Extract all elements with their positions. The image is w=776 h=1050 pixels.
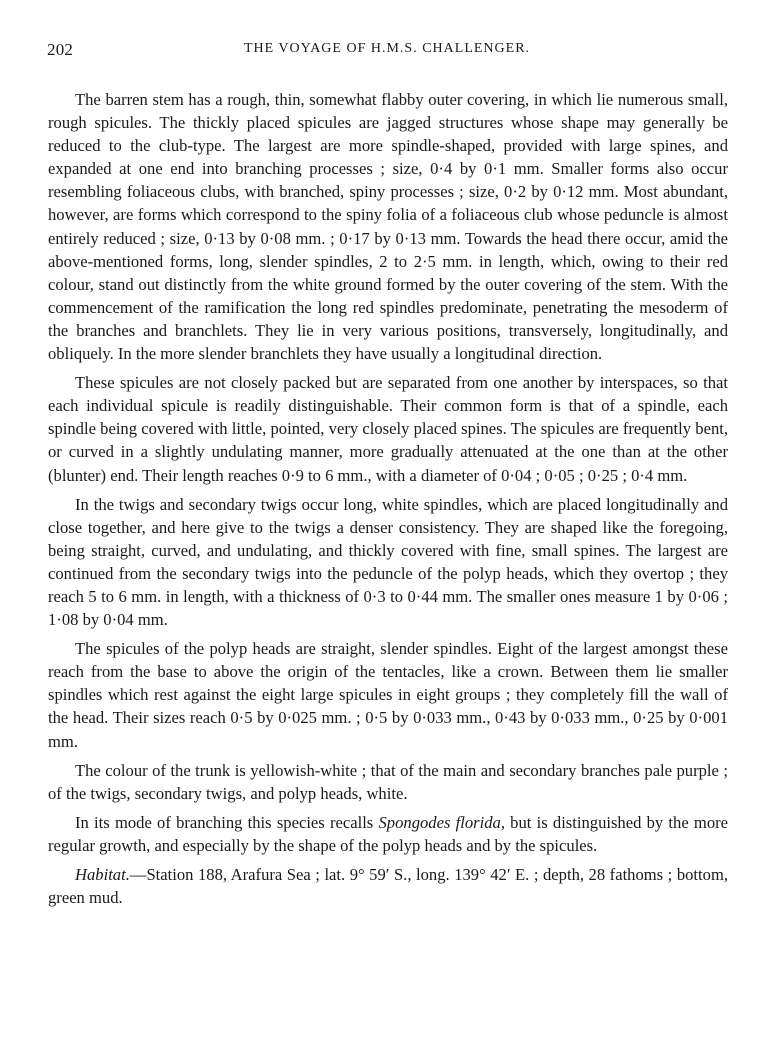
paragraph-habitat xyxy=(48,863,728,909)
running-head: THE VOYAGE OF H.M.S. CHALLENGER. xyxy=(243,41,531,56)
paragraph-colour: The colour of the trunk is yellowish-white ; that of the main and secondary branches pale purple ; of the twigs, secondary twigs, and polyp heads, white. xyxy=(48,760,728,803)
paragraph-barren-stem: The barren stem has a rough, thin, somewhat flabby outer covering, in which lie numerous small, rough spicules. The thickly placed spicules are jagged structures whose shape may generally be reduced to the club-type. The largest are more spindle-shaped, provided with large spines, and expanded at one end into branching processes ; size, 0·4 by 0·1 mm. Smaller forms also occur resembling foliaceous clubs, with branched, spiny processes ; size, 0·2 by 0·12 mm. Most abundant, however, are forms which correspond to the spiny folia of a foliaceous club whose peduncle is almost entirely reduced ; size, 0·13 by 0·08 mm. ; 0·17 by 0·13 mm. Towards the head there occur, amid the above-mentioned forms, long, slender spindles, 2 to 2·5 mm. in length, which, owing to their red colour, stand out distinctly from the white ground formed by the outer covering of the stem. With the commencement of the ramification the long red spindles predominate, penetrating the mesoderm of the branches and branchlets. They lie in very various positions, transversely, longitudinally, and obliquely. In the more slender branchlets they have usually a longitudinal direction. xyxy=(48,90,728,364)
comparison-after: , but is distinguished by the more regular growth, and especially by the shape of the polyp heads and by the spicules. xyxy=(48,812,729,855)
comparison-before: In its mode of branching this species recalls xyxy=(75,812,379,832)
paragraph-spicule-form: These spicules are not closely packed but are separated from one another by interspaces, so that each individual spicule is readily distinguishable. Their common form is that of a spindle, each spindle being covered with little, pointed, very closely placed spines. The spicules are frequently bent, or curved in a slightly undulating manner, more gradually attenuated at the one than at the other (blunter) end. Their length reaches 0·9 to 6 mm., with a diameter of 0·04 ; 0·05 ; 0·25 ; 0·4 mm. xyxy=(48,373,728,485)
paragraph-twigs: In the twigs and secondary twigs occur long, white spindles, which are placed longitudinally and close together, and here give to the twigs a denser consistency. They are shaped like the foregoing, being straight, curved, and undulating, and thickly covered with fine, small spines. The largest are continued from the secondary twigs into the peduncle of the polyp heads, which they overtop ; they reach 5 to 6 mm. in length, with a thickness of 0·3 to 0·44 mm. The smaller ones measure 1 by 0·06 ; 1·08 by 0·04 mm. xyxy=(48,494,728,630)
page-number: 202 xyxy=(47,40,74,59)
habitat-text: —Station 188, Arafura Sea ; lat. 9° 59′ S., long. 139° 42′ E. ; depth, 28 fathoms ; bottom, green mud. xyxy=(48,865,728,908)
body-text xyxy=(48,88,728,915)
habitat-label: Habitat. xyxy=(75,865,130,884)
paragraph-polyp-heads: The spicules of the polyp heads are straight, slender spindles. Eight of the largest amongst these reach from the base to above the origin of the tentacles, like a crown. Between them lie smaller spindles which rest against the eight large spicules in eight groups ; they completely fill the wall of the head. Their sizes reach 0·5 by 0·025 mm. ; 0·5 by 0·033 mm., 0·43 by 0·033 mm., 0·25 by 0·001 mm. xyxy=(48,639,728,751)
species-name: Spongodes florida xyxy=(378,812,501,832)
paragraph-comparison xyxy=(48,811,728,857)
